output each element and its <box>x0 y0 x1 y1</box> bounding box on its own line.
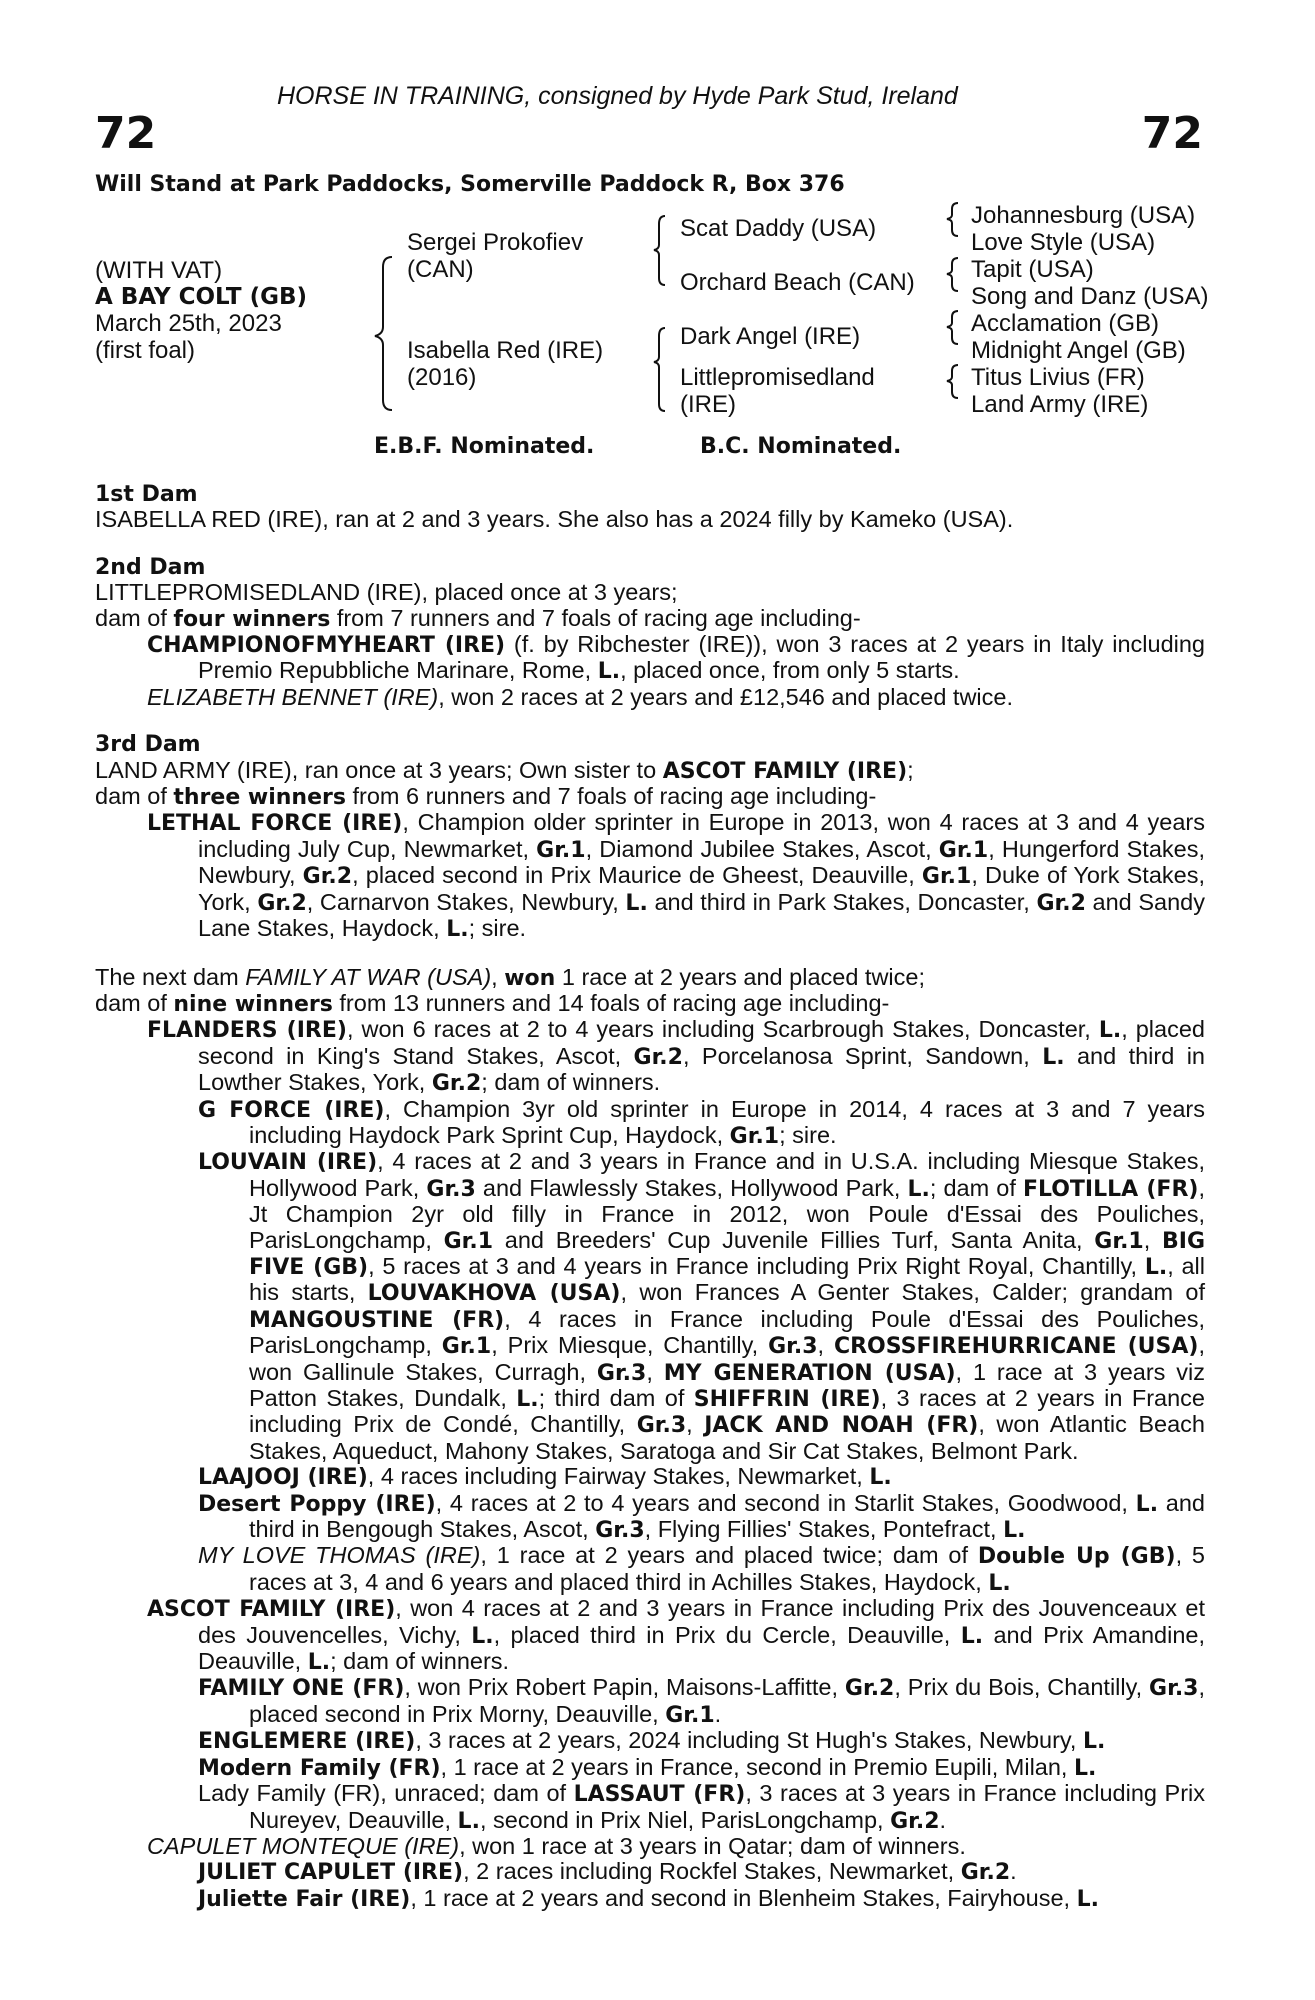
next-dam-text: The next dam FAMILY AT WAR (USA), won 1 race at 2 years and placed twice; dam of nine winners from 13 runners and 14 foals of racing age including- <box>95 963 926 1017</box>
list-item: Modern Family (FR), 1 race at 2 years in France, second in Premio Eupili, Milan, L. <box>198 1753 1097 1781</box>
list-item: CAPULET MONTEQUE (IRE), won 1 race at 3 years in Qatar; dam of winners. <box>147 1832 966 1859</box>
list-item: LOUVAIN (IRE), 4 races at 2 and 3 years in France and in U.S.A. including Miesque Stakes, Hollywood Park, Gr.3 and Flawlessly Stakes, Hollywood Park, L.; dam of FLOTILLA (FR), Jt Champion 2yr old filly in France in 2012, won Poule d'Essai des Pouliches, ParisLongchamp, Gr.1 and Breeders' Cup Juvenile Fillies Turf, Santa Anita, Gr.1, BIG FIVE (GB), 5 races at 3 and 4 years in France including Prix Right Royal, Chantilly, L., all his starts, LOUVAKHOVA (USA), won Frances A Genter Stakes, Calder; grandam of MANGOUSTINE (FR), 4 races in France including Poule d'Essai des Pouliches, ParisLongchamp, Gr.1, Prix Miesque, Chantilly, Gr.3, CROSSFIREHURRICANE (USA), won Gallinule Stakes, Curragh, Gr.3, MY GENERATION (USA), 1 race at 3 years viz Patton Stakes, Dundalk, L.; third dam of SHIFFRIN (IRE), 3 races at 2 years in France including Prix de Condé, Chantilly, Gr.3, JACK AND NOAH (FR), won Atlantic Beach Stakes, Aqueduct, Mahony Stakes, Saratoga and Sir Cat Stakes, Belmont Park. <box>198 1148 1206 1464</box>
second-dam-text: LITTLEPROMISEDLAND (IRE), placed once at 3 years; dam of four winners from 7 runners and 7 foals of racing age including- <box>95 579 861 632</box>
third-dam-text: LAND ARMY (IRE), ran once at 3 years; Own sister to ASCOT FAMILY (IRE); dam of three winners from 6 runners and 7 foals of racing age including- <box>95 756 914 811</box>
sires-dam: Orchard Beach (CAN) <box>680 269 915 296</box>
list-item: ELIZABETH BENNET (IRE), won 2 races at 2 years and £12,546 and placed twice. <box>147 683 1013 710</box>
ancestor-ssd: Love Style (USA) <box>971 229 1156 256</box>
list-item: Desert Poppy (IRE), 4 races at 2 to 4 years and second in Starlit Stakes, Goodwood, L. and third in Bengough Stakes, Ascot, Gr.3, Flying Fillies' Stakes, Pontefract, L. <box>198 1489 1206 1544</box>
horse-name: A BAY COLT (GB) <box>95 284 308 310</box>
list-item: ASCOT FAMILY (IRE), won 4 races at 2 and 3 years in France including Prix des Jouvenceaux et des Jouvencelles, Vichy, L., placed third in Prix du Cercle, Deauville, L. and Prix Amandine, Deauville, L.; dam of winners. <box>147 1595 1205 1676</box>
first-dam-text: ISABELLA RED (IRE), ran at 2 and 3 years. She also has a 2024 filly by Kameko (USA). <box>95 506 1014 533</box>
bc-nomination: B.C. Nominated. <box>700 434 902 459</box>
ancestor-sds: Tapit (USA) <box>971 256 1094 283</box>
dams-dam-name: Littlepromisedland <box>680 364 875 391</box>
list-item: CHAMPIONOFMYHEART (IRE) (f. by Ribchester (IRE)), won 3 races at 2 years in Italy including Premio Repubbliche Marinare, Rome, L., placed once, from only 5 starts. <box>147 631 1205 685</box>
dam-name: Isabella Red (IRE) <box>407 337 604 364</box>
foaling-date: March 25th, 2023 <box>95 310 282 337</box>
list-item: LETHAL FORCE (IRE), Champion older sprinter in Europe in 2013, won 4 races at 3 and 4 years including July Cup, Newmarket, Gr.1, Diamond Jubilee Stakes, Ascot, Gr.1, Hungerford Stakes, Newbury, Gr.2, placed second in Prix Maurice de Gheest, Deauville, Gr.1, Duke of York Stakes, York, Gr.2, Carnarvon Stakes, Newbury, L. and third in Park Stakes, Doncaster, Gr.2 and Sandy Lane Stakes, Haydock, L.; sire. <box>147 809 1206 943</box>
ebf-nomination: E.B.F. Nominated. <box>374 434 595 459</box>
list-item: ENGLEMERE (IRE), 3 races at 2 years, 2024 including St Hugh's Stakes, Newbury, L. <box>198 1727 1106 1755</box>
list-item: Lady Family (FR), unraced; dam of LASSAUT (FR), 3 races at 3 years in France including Prix Nureyev, Deauville, L., second in Prix Niel, ParisLongchamp, Gr.2. <box>198 1780 1205 1834</box>
lot-number-left: 72 <box>95 108 157 159</box>
produce-record <box>95 482 1205 1912</box>
dams-sire: Dark Angel (IRE) <box>680 323 861 350</box>
consignment-header: HORSE IN TRAINING, consigned by Hyde Park Stud, Ireland <box>277 82 958 110</box>
sire-name: Sergei Prokofiev <box>407 229 584 256</box>
list-item: FAMILY ONE (FR), won Prix Robert Papin, Maisons-Laffitte, Gr.2, Prix du Bois, Chantilly, Gr.3, placed second in Prix Morny, Deauville, Gr.1. <box>198 1674 1206 1728</box>
ancestor-dsd: Midnight Angel (GB) <box>971 337 1186 364</box>
list-item: LAAJOOJ (IRE), 4 races including Fairway Stakes, Newmarket, L. <box>198 1463 892 1491</box>
ancestor-sdd: Song and Danz (USA) <box>971 283 1209 310</box>
first-dam-heading: 1st Dam <box>95 482 198 507</box>
second-dam-heading: 2nd Dam <box>95 554 206 580</box>
list-item: Juliette Fair (IRE), 1 race at 2 years and second in Blenheim Stakes, Fairyhouse, L. <box>198 1884 1099 1912</box>
dam-year: (2016) <box>407 364 477 391</box>
list-item: JULIET CAPULET (IRE), 2 races including Rockfel Stakes, Newmarket, Gr.2. <box>198 1858 1017 1886</box>
ancestor-sss: Johannesburg (USA) <box>971 202 1196 229</box>
list-item: FLANDERS (IRE), won 6 races at 2 to 4 years including Scarbrough Stakes, Doncaster, L., placed second in King's Stand Stakes, Ascot, Gr.2, Porcelanosa Sprint, Sandown, L. and third in Lowther Stakes, York, Gr.2; dam of winners. <box>147 1016 1205 1097</box>
lot-number-right: 72 <box>1141 108 1203 159</box>
ancestor-dds: Titus Livius (FR) <box>971 364 1145 391</box>
sires-sire: Scat Daddy (USA) <box>680 215 877 242</box>
sire-country: (CAN) <box>407 256 474 283</box>
foal-note: (first foal) <box>95 337 196 364</box>
ancestor-dss: Acclamation (GB) <box>971 310 1160 337</box>
stabling-location: Will Stand at Park Paddocks, Somerville Paddock R, Box 376 <box>95 172 845 197</box>
vat-note: (WITH VAT) <box>95 257 223 284</box>
list-item: MY LOVE THOMAS (IRE), 1 race at 2 years and placed twice; dam of Double Up (GB), 5 races at 3, 4 and 6 years and placed third in Achilles Stakes, Haydock, L. <box>198 1542 1205 1596</box>
list-item: G FORCE (IRE), Champion 3yr old sprinter in Europe in 2014, 4 races at 3 and 7 years including Haydock Park Sprint Cup, Haydock, Gr.1; sire. <box>198 1095 1206 1149</box>
ancestor-ddd: Land Army (IRE) <box>971 391 1149 418</box>
dams-dam-country: (IRE) <box>680 391 736 418</box>
third-dam-heading: 3rd Dam <box>95 732 201 758</box>
